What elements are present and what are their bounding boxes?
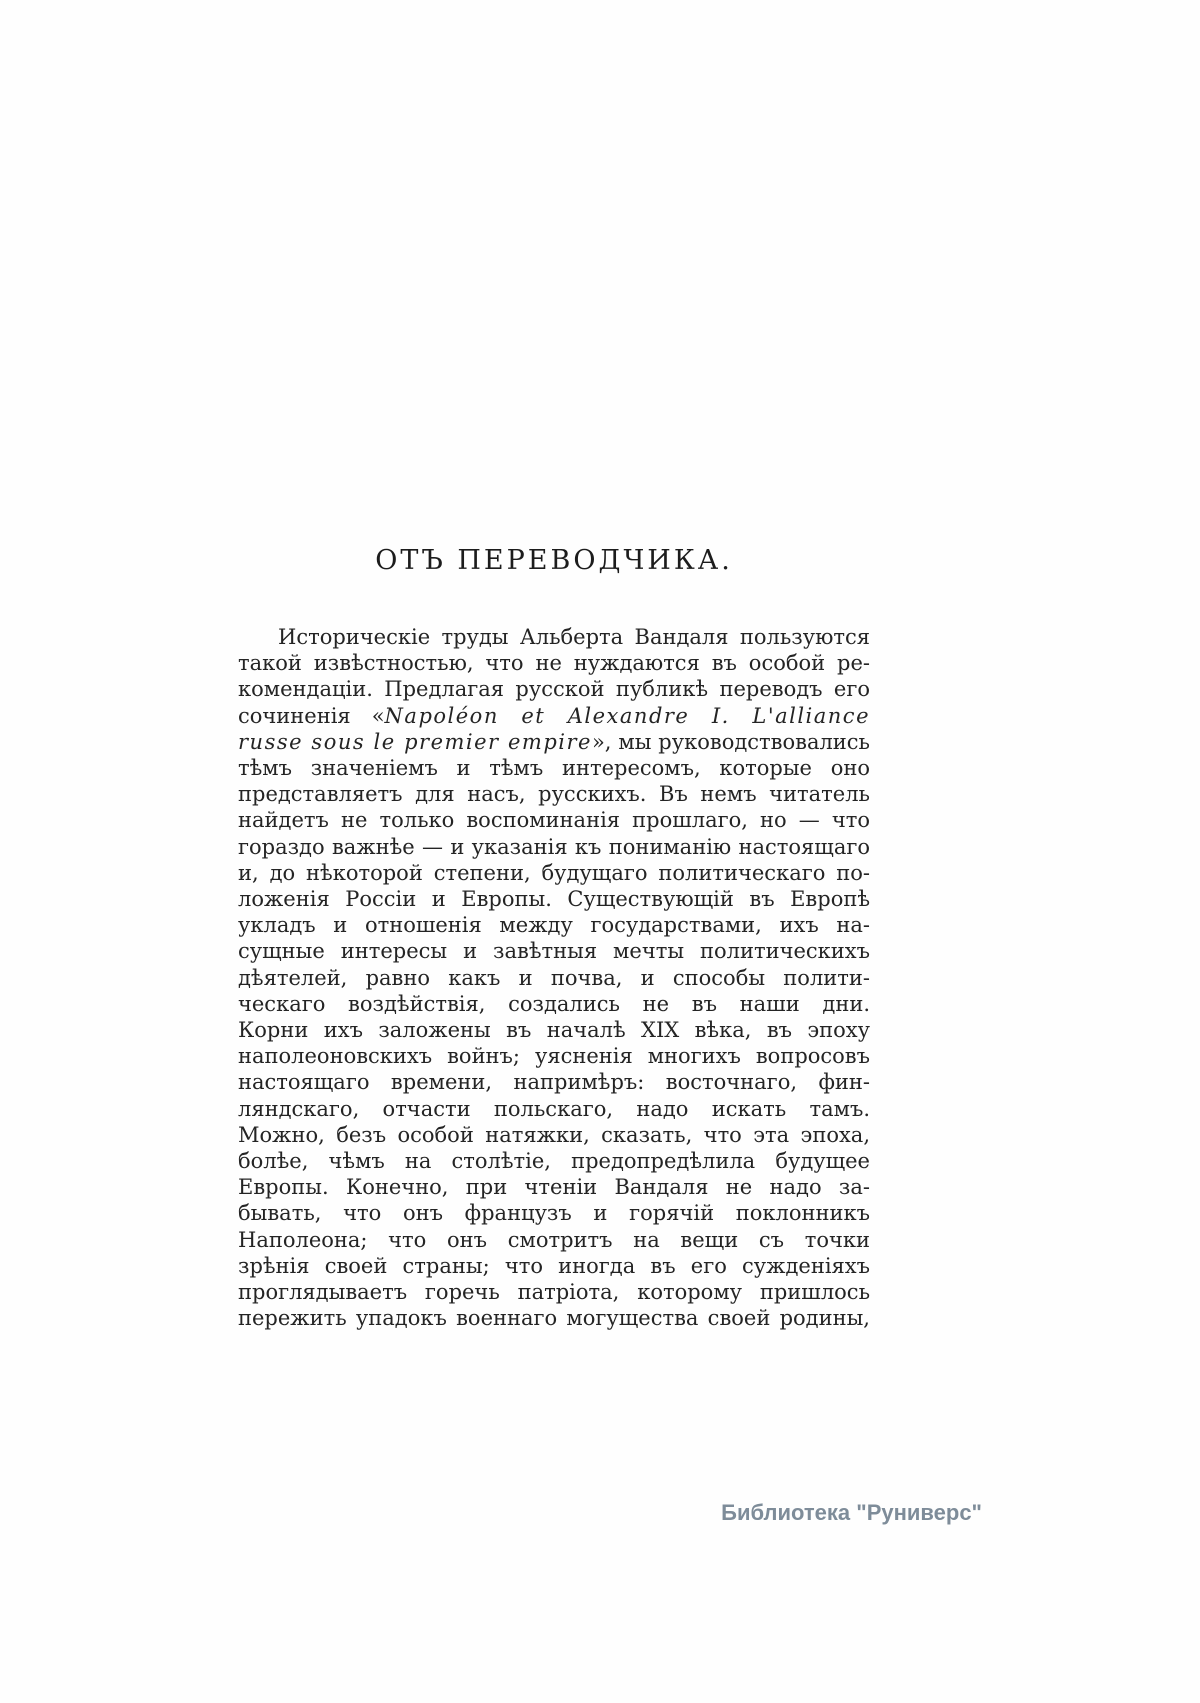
text-segment: такой извѣстностью, что не нуждаются въ особой ре-: [238, 651, 870, 676]
text-line: [238, 624, 870, 650]
text-line: [238, 1174, 870, 1200]
text-line: [238, 729, 870, 755]
text-line: [238, 1096, 870, 1122]
text-segment: ческаго воздѣйствія, создались не въ наши дни.: [238, 991, 870, 1016]
paragraph: [238, 624, 870, 1331]
text-segment: ложенія Россіи и Европы. Существующій въ Европѣ: [238, 887, 870, 912]
text-line: [238, 991, 870, 1017]
text-line: [238, 755, 870, 781]
text-segment: Европы. Конечно, при чтеніи Вандаля не надо за-: [238, 1175, 870, 1200]
text-segment: Можно, безъ особой натяжки, сказать, что эта эпоха,: [238, 1122, 870, 1147]
text-line: [238, 1017, 870, 1043]
page-title: ОТЪ ПЕРЕВОДЧИКА.: [375, 545, 733, 576]
text-line: [238, 1148, 870, 1174]
text-line: [238, 781, 870, 807]
text-line: [238, 1069, 870, 1095]
text-line: [238, 807, 870, 833]
text-line: [238, 1122, 870, 1148]
text-segment: бывать, что онъ французъ и горячій поклонникъ: [238, 1201, 870, 1226]
text-block: [238, 545, 870, 1331]
text-segment: комендаціи. Предлагая русской публикѣ переводъ его: [238, 677, 870, 702]
text-line: [238, 1279, 870, 1305]
text-segment: сочиненія «: [238, 703, 385, 728]
text-segment: дѣятелей, равно какъ и почва, и способы полити-: [238, 965, 870, 990]
text-line: [238, 860, 870, 886]
text-line: [238, 703, 870, 729]
text-line: [238, 1043, 870, 1069]
text-line: [238, 886, 870, 912]
text-line: [238, 1200, 870, 1226]
text-line: [238, 1253, 870, 1279]
text-line: [238, 1305, 870, 1331]
text-segment: Наполеона; что онъ смотритъ на вещи съ точки: [238, 1227, 870, 1252]
text-line: [238, 676, 870, 702]
text-segment: пережить упадокъ военнаго могущества своей родины,: [238, 1306, 870, 1331]
text-line: [238, 650, 870, 676]
text-line: [238, 965, 870, 991]
text-segment: болѣе, чѣмъ на столѣтіе, предопредѣлила будущее: [238, 1149, 870, 1174]
text-segment: укладъ и отношенія между государствами, ихъ на-: [238, 913, 870, 938]
text-segment: зрѣнія своей страны; что иногда въ его сужденіяхъ: [238, 1253, 870, 1278]
text-segment: представляетъ для насъ, русскихъ. Въ немъ читатель: [238, 782, 870, 807]
text-segment: Корни ихъ заложены въ началѣ XIX вѣка, въ эпоху: [238, 1018, 870, 1043]
watermark: Библиотека "Руниверс": [721, 1500, 982, 1525]
text-segment: тѣмъ значеніемъ и тѣмъ интересомъ, которые оно: [238, 756, 870, 781]
text-segment: ляндскаго, отчасти польскаго, надо искать тамъ.: [238, 1096, 870, 1121]
french-title-segment: russe sous le premier empire: [238, 729, 592, 754]
text-line: [238, 938, 870, 964]
text-segment: сущные интересы и завѣтныя мечты политическихъ: [238, 939, 870, 964]
text-line: [238, 834, 870, 860]
text-segment: и, до нѣкоторой степени, будущаго политическаго по-: [238, 860, 870, 885]
text-segment: наполеоновскихъ войнъ; уясненія многихъ вопросовъ: [238, 1044, 870, 1069]
text-segment: найдетъ не только воспоминанія прошлаго, но — что: [238, 808, 870, 833]
text-segment: », мы руководствовались: [591, 729, 870, 754]
text-segment: гораздо важнѣе — и указанія къ пониманію настоящаго: [238, 834, 870, 859]
text-line: [238, 912, 870, 938]
text-line: [238, 1227, 870, 1253]
text-segment: Историческіе труды Альберта Вандаля пользуются: [278, 625, 870, 649]
text-segment: настоящаго времени, напримѣръ: восточнаго, фин-: [238, 1070, 870, 1095]
text-segment: проглядываетъ горечь патріота, которому пришлось: [238, 1280, 870, 1305]
french-title-segment: Napoléon et Alexandre I. L'alliance: [384, 703, 870, 728]
